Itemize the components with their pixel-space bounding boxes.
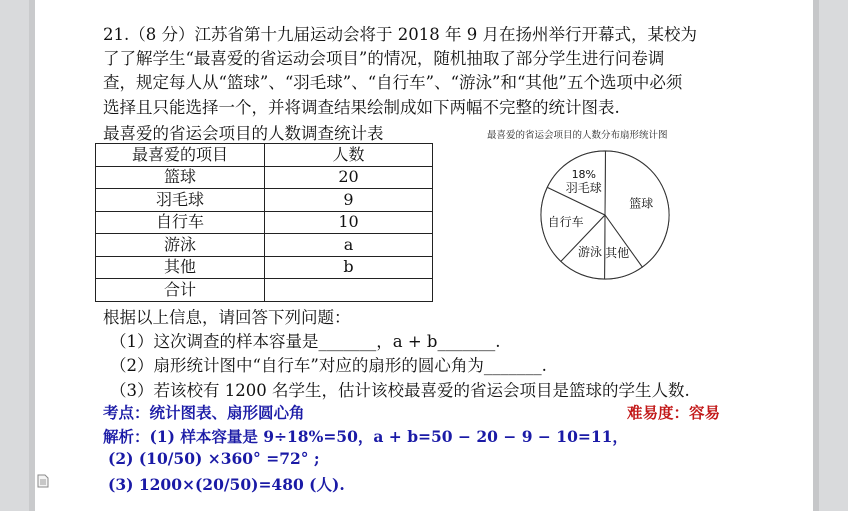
pie-label-4: 羽毛球 [565,181,602,196]
question-part-3: （3）若该校有 1200 名学生，估计该校最喜爱的省运会项目是篮球的学生人数. [110,381,690,400]
table-header: 最喜爱的项目 [96,144,265,167]
table-row [96,166,433,189]
pie-percent-label: 18% [571,168,597,182]
table-row [96,211,433,234]
table-cell: 10 [265,211,433,234]
table-cell: 篮球 [96,166,265,189]
table-header: 人数 [265,144,433,167]
pie-chart [530,140,680,290]
table-row [96,234,433,257]
solution-line-3: (3) 1200×(20/50)=480 (人). [108,475,345,494]
table-header-row [96,144,433,167]
question-part-2: （2）扇形统计图中“自行车”对应的扇形的圆心角为_______. [110,356,547,375]
difficulty-label: 难易度：容易 [627,403,721,422]
table-cell: 合计 [96,279,265,302]
table-cell: 其他 [96,256,265,279]
table-row [96,189,433,212]
solution-line-2: (2) (10/50) ×360° =72° ; [108,449,320,468]
table-cell: 20 [265,166,433,189]
table-title: 最喜爱的省运会项目的人数调查统计表 [103,124,384,143]
page-shadow-right [813,0,819,511]
pie-label-0: 篮球 [629,196,654,211]
document-icon[interactable] [36,474,50,488]
pie-label-3: 自行车 [547,215,584,230]
question-line-1: 21.（8 分）江苏省第十九届运动会将于 2018 年 9 月在扬州举行开幕式，某校为 [103,25,697,44]
table-cell: 羽毛球 [96,189,265,212]
question-line-4: 选择且只能选择一个，并将调查结果绘制成如下两幅不完整的统计图表. [103,98,620,117]
table-cell: 自行车 [96,211,265,234]
question-line-2: 了了解学生“最喜爱的省运动会项目”的情况，随机抽取了部分学生进行问卷调 [103,49,665,68]
pie-label-1: 其他 [605,246,630,261]
knowledge-point: 考点：统计图表、扇形圆心角 [103,403,305,422]
question-part-1: （1）这次调查的样本容量是_______，a + b_______. [110,332,501,351]
question-line-3: 查，规定每人从“篮球”、“羽毛球”、“自行车”、“游泳”和“其他”五个选项中必须 [103,73,683,92]
table-cell: b [265,256,433,279]
table-cell [265,279,433,302]
pie-chart-title: 最喜爱的省运会项目的人数分布扇形统计图 [487,130,668,141]
questions-intro: 根据以上信息，请回答下列问题： [103,308,351,327]
table-row [96,256,433,279]
count-table [95,143,433,302]
table-cell: 游泳 [96,234,265,257]
pie-label-2: 游泳 [578,245,603,260]
table-row [96,279,433,302]
table-cell: 9 [265,189,433,212]
solution-line-1: 解析：(1) 样本容量是 9÷18%=50，a + b=50 − 20 − 9 − 10=11， [103,427,628,446]
table-cell: a [265,234,433,257]
